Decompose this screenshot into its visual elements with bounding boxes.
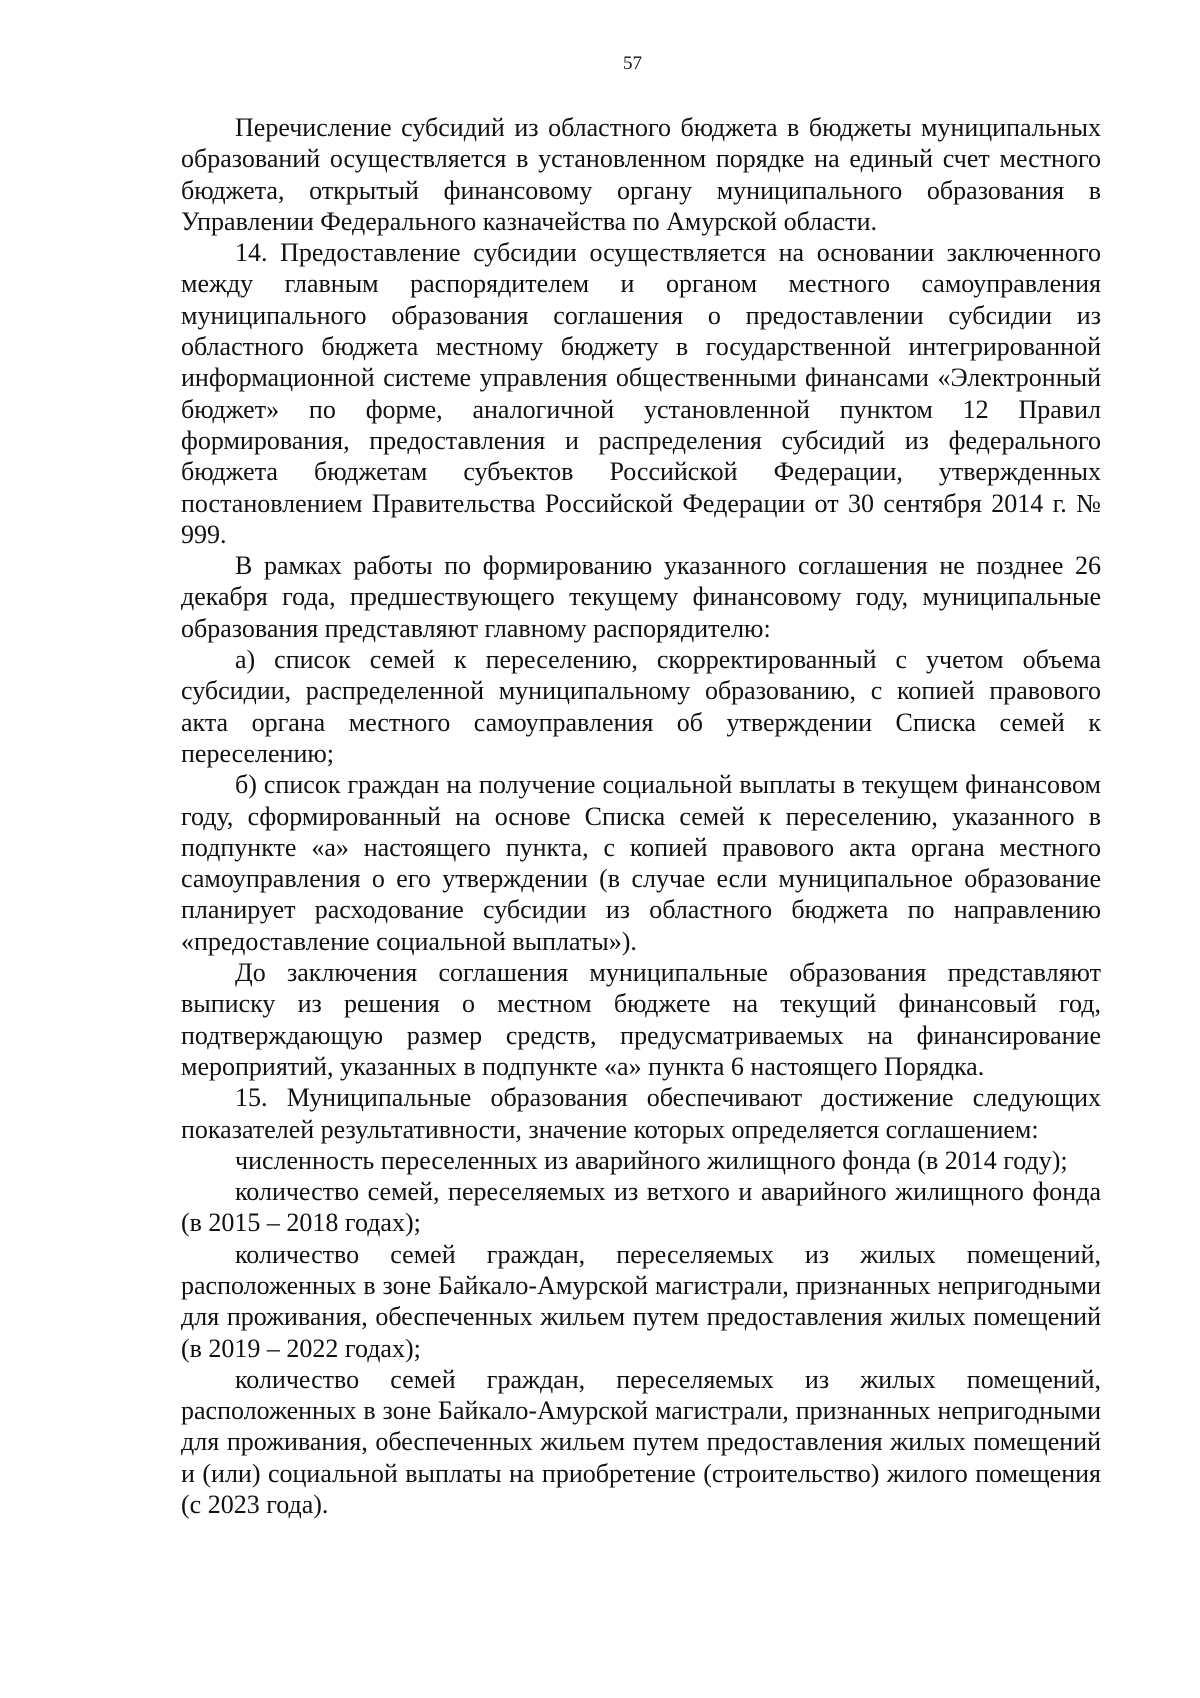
paragraph-item-15: 15. Муниципальные образования обеспечивают достижение следующих показателей результативности, значение которых определяется соглашением: (181, 1083, 1101, 1144)
paragraph-transfer-subsidies: Перечисление субсидий из областного бюджета в бюджеты муниципальных образований осуществляется в установленном порядке на единый счет местного бюджета, открытый финансовому органу муниципального образования в Управлении Федерального казначейства по Амурской области. (181, 113, 1101, 236)
paragraph-budget-extract: До заключения соглашения муниципальные образования представляют выписку из решения о местном бюджете на текущий финансовый год, подтверждающую размер средств, предусматриваемых на финансирование мероприятий, указанных в подпункте «а» пункта 6 настоящего Порядка. (181, 958, 1101, 1081)
paragraph-agreement-deadline: В рамках работы по формированию указанного соглашения не позднее 26 декабря года, предшествующего текущему финансовому году, муниципальные образования представляют главному распорядителю: (181, 551, 1101, 643)
indicator-2014: численность переселенных из аварийного жилищного фонда (в 2014 году); (235, 1145, 1068, 1175)
page-number: 57 (623, 53, 642, 74)
indicator-2019-2022: количество семей граждан, переселяемых из жилых помещений, расположенных в зоне Байкало-Амурской магистрали, признанных непригодными для проживания, обеспеченных жильем путем предоставления жилых помещений (в 2019 – 2022 годах); (181, 1239, 1101, 1363)
indicator-from-2023: количество семей граждан, переселяемых из жилых помещений, расположенных в зоне Байкало-Амурской магистрали, признанных непригодными для проживания, обеспеченных жильем путем предоставления жилых помещений и (или) социальной выплаты на приобретение (строительство) жилого помещения (с 2023 года). (181, 1364, 1101, 1520)
indicator-2015-2018: количество семей, переселяемых из ветхого и аварийного жилищного фонда (в 2015 – 2018 годах); (181, 1177, 1101, 1238)
paragraph-subitem-b: б) список граждан на получение социальной выплаты в текущем финансовом году, сформированный на основе Списка семей к переселению, указанного в подпункте «а» настоящего пункта, с копией правового акта органа местного самоуправления о его утверждении (в случае если муниципальное образование планирует расходование субсидии из областного бюджета по направлению «предоставление социальной выплаты»). (181, 770, 1101, 956)
document-body (181, 112, 1101, 1520)
paragraph-subitem-a: а) список семей к переселению, скорректированный с учетом объема субсидии, распределенной муниципальному образованию, с копией правового акта органа местного самоуправления об утверждении Списка семей к переселению; (181, 645, 1101, 768)
paragraph-item-14: 14. Предоставление субсидии осуществляется на основании заключенного между главным распорядителем и органом местного самоуправления муниципального образования соглашения о предоставлении субсидии из областного бюджета местному бюджету в государственной интегрированной информационной системе управления общественными финансами «Электронный бюджет» по форме, аналогичной установленной пунктом 12 Правил формирования, предоставления и распределения субсидий из федерального бюджета бюджетам субъектов Российской Федерации, утвержденных постановлением Правительства Российской Федерации от 30 сентября 2014 г. № 999. (181, 238, 1101, 549)
